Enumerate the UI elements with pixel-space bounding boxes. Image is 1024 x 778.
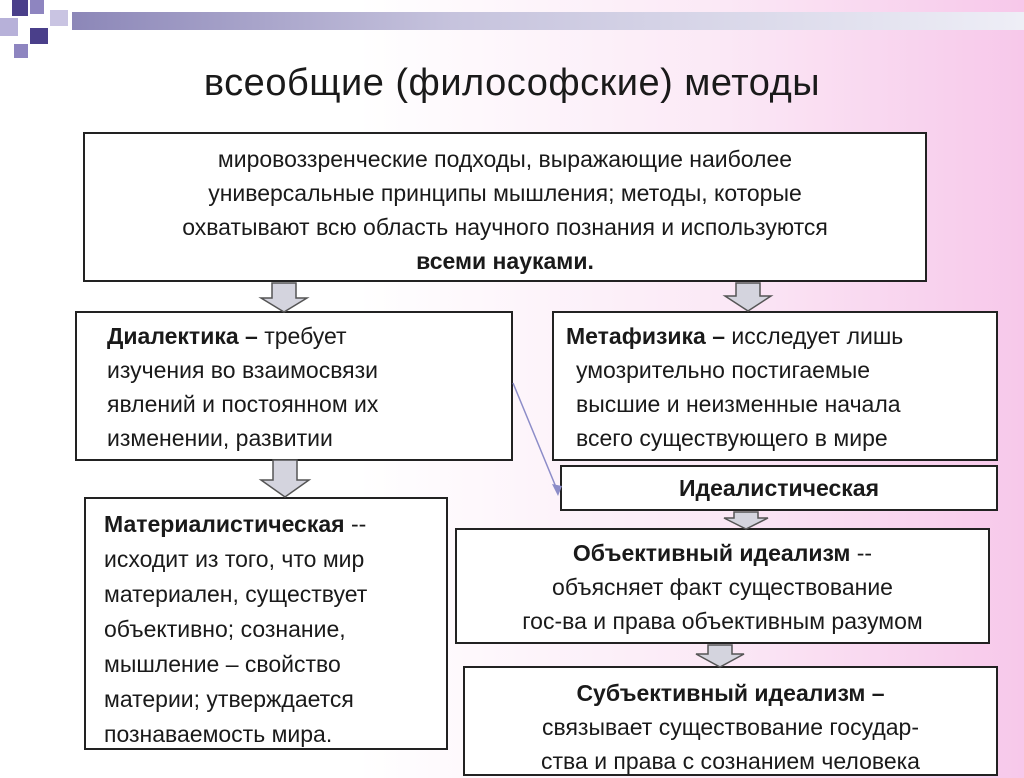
objective-text: --	[850, 540, 873, 566]
arrow-dialectics-to-materialistic	[261, 460, 309, 497]
metaphysics-text: исследует лишь	[725, 323, 904, 349]
dialectics-term: Диалектика –	[107, 323, 258, 349]
metaphysics-line-2: высшие и неизменные начала	[576, 391, 901, 417]
page-title: всеобщие (философские) методы	[203, 62, 821, 104]
dialectics-text: требует	[257, 323, 347, 349]
materialistic-term: Материалистическая	[104, 511, 345, 537]
link-dialectics-to-idealistic	[513, 383, 558, 492]
intro-line-3: охватывают всю область научного познания и используются	[182, 214, 828, 240]
materialistic-line-4: мышление – свойство	[104, 651, 341, 677]
arrow-idealistic-to-objective	[724, 512, 768, 529]
materialistic-text: --	[344, 511, 367, 537]
intro-line-4: всеми науками.	[416, 248, 594, 274]
arrow-intro-to-metaphysics	[725, 283, 771, 311]
objective-line-2: гос-ва и права объективным разумом	[522, 608, 923, 634]
materialistic-line-3: объективно; сознание,	[104, 616, 346, 642]
subjective-term: Субъективный идеализм –	[576, 680, 885, 706]
arrow-objective-to-subjective	[696, 645, 744, 667]
objective-line-1: объясняет факт существование	[552, 574, 893, 600]
materialistic-line-5: материи; утверждается	[104, 686, 354, 712]
metaphysics-term: Метафизика –	[566, 323, 726, 349]
intro-line-2: универсальные принципы мышления; методы, которые	[208, 180, 802, 206]
intro-line-1: мировоззренческие подходы, выражающие наиболее	[217, 146, 793, 172]
materialistic-line-6: познаваемость мира.	[104, 721, 333, 747]
metaphysics-line-3: всего существующего в мире	[576, 425, 888, 451]
metaphysics-line-1: умозрительно постигаемые	[576, 357, 871, 383]
dialectics-line-3: изменении, развитии	[107, 425, 333, 451]
link-arrowhead	[552, 484, 562, 496]
idealistic-label: Идеалистическая	[678, 475, 879, 501]
subjective-line-2: ства и права с сознанием человека	[541, 748, 920, 774]
dialectics-line-1: изучения во взаимосвязи	[107, 357, 379, 383]
subjective-line-1: связывает существование государ-	[542, 714, 919, 740]
materialistic-line-2: материален, существует	[104, 581, 368, 607]
arrow-intro-to-dialectics	[261, 283, 307, 312]
materialistic-line-1: исходит из того, что мир	[104, 546, 365, 572]
dialectics-line-2: явлений и постоянном их	[107, 391, 379, 417]
objective-term: Объективный идеализм	[572, 540, 851, 566]
